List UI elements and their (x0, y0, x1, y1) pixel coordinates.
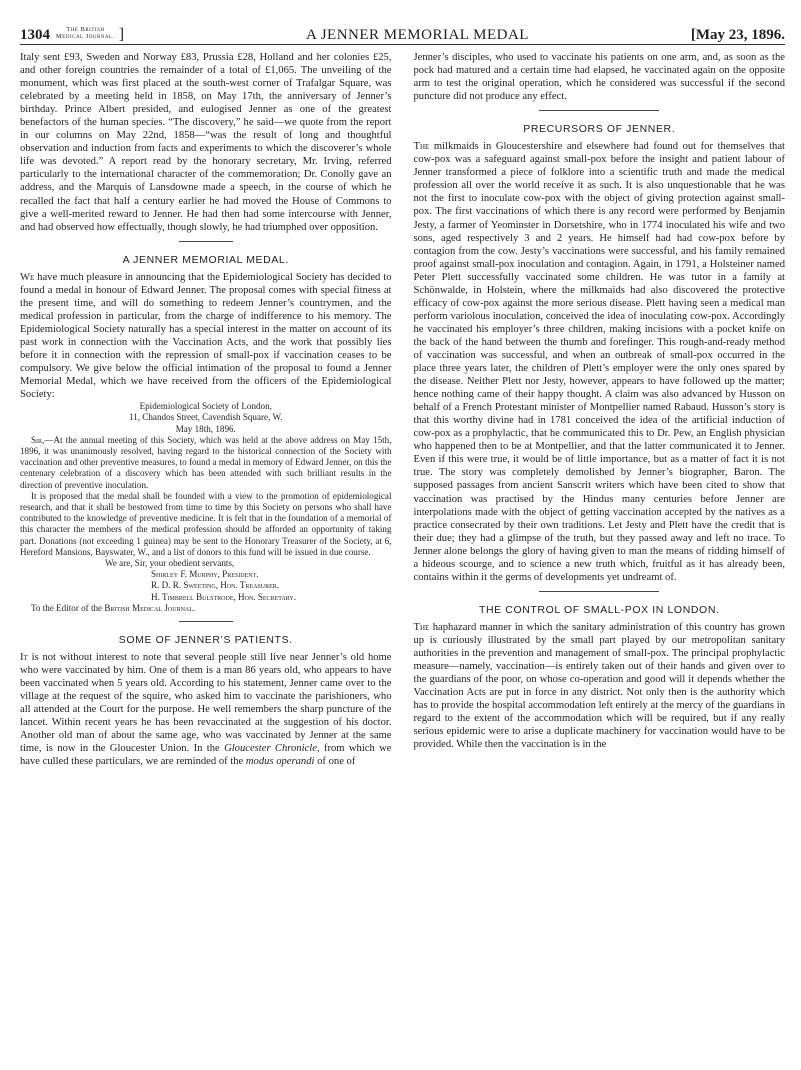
intro-paragraph: Italy sent £93, Sweden and Norway £83, Prussia £28, Holland and her colonies £25, and other foreign countries the remainder of a total of £1,065. The unveiling of the monument, which was first placed at the south-west corner of Trafalgar Square, was celebrated by a meeting held in 1858, on May 17th, the anniversary of Jenner’s birthday. Prince Albert presided, and eulogised Jenner as one of the greatest benefactors of the human species. “The discovery,” he said—we quote from the report in our columns on May 22nd, 1858—“was the result of long and thoughtful observation and induction from facts and experiments to which the discoverer’s whole life was devoted.” A report read by the honorary secretary, Mr. Irving, referred particularly to the international character of the commemoration; Dr. Conolly gave an address, and the Marquis of Lansdowne made a speech, in the course of which he recalled the fact that half a century earlier he had moved the House of Commons to give a well-merited reward to Jenner. He had then had some intercourse with Jenner, and had observed how effectually, though slowly, he had triumphed over opposition. (20, 52, 392, 233)
section-heading-precursors: PRECURSORS OF JENNER. (523, 123, 676, 136)
letter-address: 11, Chandos Street, Cavendish Square, W. (129, 412, 283, 423)
patients-text-2: , from which we have culled these particulars, we are reminded of the (20, 743, 392, 768)
signature-treasurer: R. D. R. Sweeting, Hon. Treasurer. (151, 580, 280, 591)
running-title: A JENNER MEMORIAL MEDAL (305, 27, 529, 43)
society-letter (20, 401, 392, 614)
patients-paragraph (20, 651, 392, 768)
patients-text-3: of one of (314, 756, 356, 768)
drop-word: We (20, 271, 35, 283)
journal-name (56, 26, 115, 44)
letter-para1-text: —At the annual meeting of this Society, which was held at the above address on May 15th, 1896, it was unanimously resolved, having regard to the historical connection of the Society with vaccination and other preventive measures, to found a medal in memory of Edward Jenner, on this the centenary celebration of a discovery which has been attended with such brilliant results in the direction of preventive inoculation. (20, 434, 392, 490)
section-divider (179, 621, 233, 622)
header-bracket: ] (118, 26, 125, 43)
letter-closing: We are, Sir, your obedient servants, (105, 558, 235, 569)
patients-italic: Gloucester Chronicle (224, 743, 317, 755)
right-column (414, 51, 786, 769)
signature-president: Shirley F. Murphy, President. (151, 569, 259, 580)
section-divider (179, 241, 233, 242)
journal-name-bottom: Medical Journal. (56, 33, 115, 40)
drop-word: The (413, 621, 430, 633)
letter-addressee (20, 603, 392, 614)
section-divider (539, 591, 659, 592)
patients-text: is not without interest to note that several people still live near Jenner’s old home who were vaccinated by him. One of them is a man 86 years old, who appears to have been vaccinated when 5 years old. According to his statement, Jenner came over to the village at the request of the squire, who asked him to vaccinate the parishioners, who all attended at the Court for the purpose. He well remembers the sharp puncture of the lancet. Within recent years he has been revaccinated at the suggestion of his doctor. Another old man of about the same age, who was vaccinated by Jenner at the same time, is now in the Gloucester Union. In the (20, 652, 392, 755)
section-heading-medal: A JENNER MEMORIAL MEDAL. (122, 253, 289, 266)
letter-paragraph-1 (20, 435, 392, 491)
section-divider (539, 110, 659, 111)
section-heading-control: THE CONTROL OF SMALL-POX IN LONDON. (478, 603, 720, 616)
medal-paragraph (20, 271, 392, 401)
page-header (20, 14, 785, 45)
addressee-journal: British Medical Journal. (104, 602, 196, 613)
medal-text: have much pleasure in announcing that the Epidemiological Society has decided to found a medal in honour of Edward Jenner. The proposal comes with special fitness at the present time, and will do something to redeem Jenner’s countrymen, and the medical profession in particular, from the charge of indifference to his memory. The Epidemiological Society naturally has a special interest in the matter on account of its past work in connection with the Vaccination Acts, and the work that possibly lies before it in connection with the repression of small-pox if vaccination ceases to be compulsory. We give below the official intimation of the proposal to found a Jenner Memorial Medal, which we have received from the officers of the Epidemiological Society: (20, 271, 392, 401)
letter-date: May 18th, 1896. (175, 423, 236, 434)
letter-society: Epidemiological Society of London, (139, 401, 272, 412)
issue-date: [May 23, 1896. (690, 27, 785, 43)
letter-salutation: Sir, (31, 434, 45, 445)
precursors-text: milkmaids in Gloucestershire and elsewhere had found out for themselves that cow-pox was a safeguard against small-pox before the insight and patient labour of Jenner transformed a piece of folklore into a scientific truth and made the medical profession all over the world receive it as such. It is also unquestionable that he was not the first to inoculate cow-pox with the object of giving protection against small-pox. The first vaccinations of which there is any record were performed by Benjamin Jesty, a farmer of Yeominster in Dorsetshire, who in 1774 inoculated his wife and two sons, aged respectively 3 and 2 years. He himself had had cow-pox before by contagion from the cow. Jesty’s vaccinations were successful, and his family remained proof against small-pox inoculation and contagion. Again, in 1791, a Holsteiner named Peter Plett successfully vaccinated some children. He was tutor in a family at Schönwalde, in Holstein, where the milkmaids had also discovered the protective efficacy of cow-pox against the more serious disease. Plett having seen a medical man perform variolous inoculation, conceived the idea of inoculating cow-pox. Accordingly he vaccinated his employer’s three children, making incisions with a pocket knife on the back of the hand between the thumb and forefinger. This rough-and-ready method of vaccination was successful, and when an outbreak of small-pox occurred in the place three years later, the children of Plett’s employer were the only ones spared by the disease. Neither Plett nor Jesty, however, appears to have followed up the matter; hence nothing came of their happy thought. A claim was also advanced by Husson on behalf of a French Protestant minister of Montpellier named Rabaud. Husson’s story is that this worthy divine had in 1781 conceived the idea of the artificial induction of cow-pox as a prophylactic, that he communicated this to Dr. Pew, an English physician who happened then to be at Montpellier, and that the latter communicated it to Jenner. Even if this were true, it would be of little importance, but as a matter of fact it is not true. The story was completely demolished by Jenner’s biographer, Baron. The supposed passages from ancient Sanscrit writers which have been cited to show that vaccination was practised by the Hindus many centuries before Jenner are interpolations made with the object of getting vaccination accepted by the natives as a practice consecrated by their own traditions. Let Jesty and Plett have the credit that is their due; they had a glimpse of the truth, but they passed away and left no trace. To Jenner alone belongs the glory of having given to man the means of ridding himself of a hideous scourge, and to science a new truth which, fruitful as it has already been, contains within it the germs of developments yet undreamt of. (413, 141, 785, 583)
letter-paragraph-2: It is proposed that the medal shall be founded with a view to the promotion of epidemiological research, and that it shall be bestowed from time to time by this Society on persons who shall have contributed to the knowledge of preventive medicine. It is felt that in the foundation of a memorial of this character the members of the medical profession should be afforded an opportunity of taking part. Donations (not exceeding 1 guinea) may be sent to the Honorary Treasurer of the Society, at 6, Hereford Mansions, Bayswater, W., and a list of donors to this fund will be issued in due course. (20, 490, 392, 557)
continued-paragraph: Jenner’s disciples, who used to vaccinate his patients on one arm, and, as soon as the pock had matured and a certain time had elapsed, he vaccinated again on the opposite arm to test the original operation, which he considered was successful if the second puncture did not produce any effect. (413, 52, 785, 103)
drop-word: The (413, 141, 430, 153)
drop-word: It (20, 652, 28, 664)
page-number: 1304 (20, 27, 50, 43)
precursors-paragraph (414, 140, 786, 584)
section-heading-patients: SOME OF JENNER’S PATIENTS. (118, 634, 293, 647)
addressee-prefix: To the Editor of the (31, 602, 105, 613)
control-paragraph (414, 621, 786, 751)
signature-secretary: H. Timbrell Bulstrode, Hon. Secretary. (151, 591, 297, 602)
journal-name-top: The British (66, 26, 105, 33)
left-column (20, 51, 392, 769)
article-columns (20, 51, 785, 769)
control-text: haphazard manner in which the sanitary administration of this country has grown up is curiously illustrated by the small part played by our metropolitan sanitary authorities in the prevention and management of small-pox. The principal prophylactic measure—namely, vaccination—is entirely taken out of their hands and given over to the guardians of the poor, on whose co-operation and good will it depends whether the Vaccination Acts are put in force in any district. Not only then is the authority which has to provide the hospital accommodation left entirely at the mercy of the guardians in regard to the extent of the accommodation which will be required, but if any really serious epidemic were to arise a duplicate machinery for vaccination would have to be provided. While then the vaccination is in the (413, 621, 785, 751)
patients-italic-2: modus operandi (245, 756, 315, 768)
